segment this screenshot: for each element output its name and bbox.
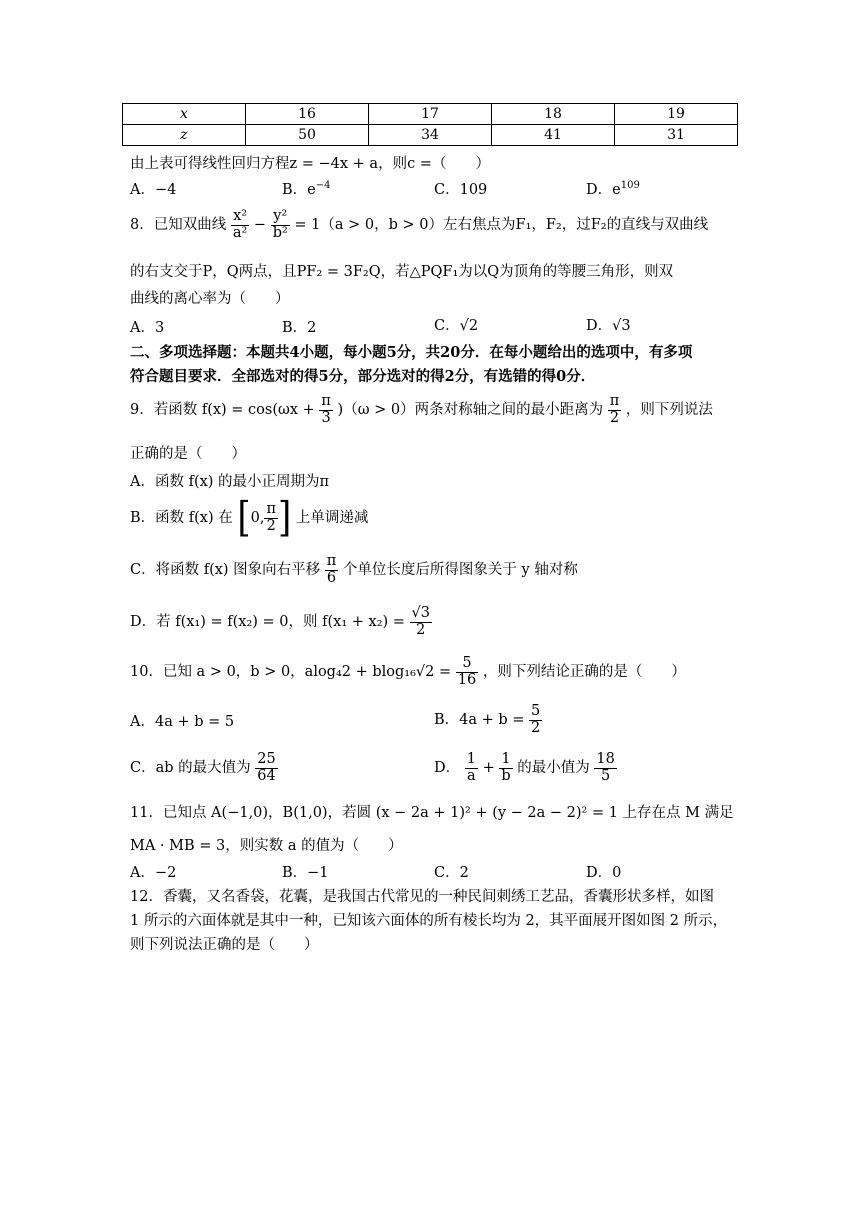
table-cell: 31: [615, 125, 738, 146]
q7-option-c: C．109: [434, 182, 488, 198]
table-cell: 18: [492, 104, 615, 125]
pi-over-2-fraction: [608, 394, 622, 425]
fraction-denominator: 2: [266, 517, 276, 534]
q7-option-d-text: D．e: [586, 182, 621, 198]
q8-option-c: C．√2: [434, 318, 479, 334]
data-table: [122, 103, 738, 146]
q9-line1: [130, 390, 713, 430]
right-bracket: ]: [277, 494, 292, 542]
q10-option-b-prefix: B．4a + b =: [434, 712, 525, 728]
q10-option-a: A．4a + b = 5: [130, 714, 235, 730]
table-cell: 16: [246, 104, 369, 125]
fraction-denominator: 2: [531, 719, 541, 736]
q9-option-b-suffix: 上单调递减: [295, 510, 369, 526]
q9-option-c-suffix: 个单位长度后所得图象关于 y 轴对称: [342, 562, 578, 578]
q7-option-d-sup: 109: [620, 180, 640, 192]
table-cell: 34: [369, 125, 492, 146]
minus-sign: −: [253, 217, 267, 233]
fraction-numerator: π: [326, 553, 337, 570]
q9-option-a: A．函数 f(x) 的最小正周期为π: [130, 474, 330, 490]
q10-option-c: [130, 748, 278, 788]
q11-option-b: B．−1: [282, 865, 329, 881]
pi-over-6-fraction: [325, 554, 339, 585]
fraction-numerator: 1: [499, 752, 512, 768]
q10-option-b: [434, 700, 542, 740]
table-cell: 17: [369, 104, 492, 125]
fraction-numerator: 18: [596, 751, 615, 768]
fraction-denominator: 3: [321, 409, 331, 426]
y2-over-b2-fraction: [271, 209, 290, 240]
fraction-denominator: 16: [457, 671, 477, 688]
fraction-denominator: 5: [600, 767, 611, 784]
table-cell: x: [123, 104, 246, 125]
fraction-numerator: π: [266, 501, 276, 518]
section-heading-line1: 二、多项选择题：本题共4小题，每小题5分，共20分．在每小题给出的选项中，有多项: [130, 344, 693, 361]
fraction-numerator: y²: [271, 209, 290, 225]
fraction-denominator: a: [467, 767, 476, 784]
fraction: [594, 752, 616, 783]
q10-line: [130, 652, 686, 692]
q11-option-a: A．−2: [130, 865, 177, 881]
fraction: [255, 752, 277, 783]
table-row: [123, 104, 738, 125]
q11-option-d: D．0: [586, 865, 622, 881]
q8-suffix: = 1（a > 0，b > 0）左右焦点为F₁，F₂，过F₂的直线与双曲线: [294, 217, 709, 233]
table-cell: 41: [492, 125, 615, 146]
q10-option-d-prefix: D．: [434, 760, 461, 776]
fraction-numerator: x²: [231, 209, 249, 225]
pi-over-3-fraction: [319, 394, 333, 425]
q10-option-c-prefix: C．ab 的最大值为: [130, 760, 251, 776]
q12-line3: 则下列说法正确的是（ ）: [130, 937, 319, 953]
q9-option-d-prefix: D．若 f(x₁) = f(x₂) = 0，则 f(x₁ + x₂) =: [130, 614, 405, 630]
interval-start: 0,: [250, 510, 265, 526]
table-cell: 50: [246, 125, 369, 146]
fraction-numerator: √3: [411, 605, 431, 622]
left-bracket: [: [237, 494, 251, 542]
q9-prefix: 9．若函数 f(x) = cos(ωx +: [130, 402, 315, 418]
q8-option-d: D．√3: [586, 318, 631, 334]
fraction-numerator: 25: [257, 751, 276, 768]
q12-line1: 12．香囊，又名香袋，花囊，是我国古代常见的一种民间刺绣工艺品，香囊形状多样，如图: [130, 889, 714, 905]
one-over-a-fraction: [465, 752, 478, 783]
table-cell: 19: [615, 104, 738, 125]
fraction: [529, 704, 542, 735]
fraction-numerator: 5: [531, 703, 541, 720]
q10-prefix: 10．已知 a > 0，b > 0，alog₄2 + blog₁₆√2 =: [130, 664, 452, 680]
q10-option-d: [434, 748, 617, 788]
fraction-numerator: π: [609, 393, 620, 410]
q7-option-a: A．−4: [130, 182, 177, 198]
five-over-sixteen-fraction: [456, 656, 478, 687]
q7-option-d: [586, 178, 640, 199]
fraction-denominator: b: [501, 767, 511, 784]
fraction-numerator: 1: [466, 751, 476, 768]
pi-over-2-fraction: [264, 502, 278, 533]
q11-line2: MA · MB = 3，则实数 a 的值为（ ）: [130, 838, 403, 854]
table-cell: z: [123, 125, 246, 146]
q9-option-b: [130, 494, 369, 542]
plus-sign: +: [482, 760, 495, 776]
q9-option-b-prefix: B．函数 f(x) 在: [130, 510, 233, 526]
q8-line1: [130, 205, 708, 245]
q9-option-c-prefix: C．将函数 f(x) 图象向右平移: [130, 562, 321, 578]
section-heading-line2: 符合题目要求．全部选对的得5分，部分选对的得2分，有选错的得0分．: [130, 368, 596, 385]
x2-over-a2-fraction: [231, 209, 249, 240]
q11-line1: 11．已知点 A(−1,0)，B(1,0)，若圆 (x − 2a + 1)² + (y − 2a − 2)² = 1 上存在点 M 满足: [130, 805, 734, 821]
q11-option-c: C．2: [434, 865, 469, 881]
fraction-denominator: 2: [609, 409, 620, 426]
q12-line2: 1 所示的六面体就是其中一种，已知该六面体的所有棱长均为 2，其平面展开图如图 2 所示，: [130, 913, 728, 929]
fraction-denominator: b²: [272, 224, 288, 241]
q9-option-d: [130, 602, 432, 642]
q8-prefix: 8．已知双曲线: [130, 217, 227, 233]
q9-suffix: ，则下列说法: [625, 402, 713, 418]
q9-line2: 正确的是（ ）: [130, 446, 246, 462]
q8-line3: 曲线的离心率为（ ）: [130, 291, 290, 307]
q10-option-d-middle: 的最小值为: [517, 760, 590, 776]
q8-option-b: B．2: [282, 320, 317, 336]
fraction-denominator: 6: [326, 569, 337, 586]
one-over-b-fraction: [499, 752, 512, 783]
fraction-numerator: 5: [456, 656, 478, 672]
q9-option-c: [130, 550, 578, 590]
q7-stem: 由上表可得线性回归方程z = −4x + a，则c =（ ）: [130, 156, 490, 172]
fraction-denominator: a²: [232, 224, 248, 241]
q8-line2: 的右支交于P，Q两点，且PF₂ = 3F₂Q，若△PQF₁为以Q为顶角的等腰三角形，则双: [130, 264, 674, 280]
q7-option-b-sup: −4: [315, 180, 331, 192]
fraction-denominator: 64: [257, 767, 276, 784]
q9-middle: )（ω > 0）两条对称轴之间的最小距离为: [337, 402, 604, 418]
fraction-denominator: 2: [416, 621, 426, 638]
q8-option-a: A．3: [130, 320, 165, 336]
q7-option-b-text: B．e: [282, 182, 316, 198]
q7-option-b: [282, 178, 331, 199]
table-row: [123, 125, 738, 146]
sqrt3-over-2-fraction: [410, 606, 432, 637]
fraction-numerator: π: [321, 393, 331, 410]
q10-suffix: ，则下列结论正确的是（ ）: [482, 664, 686, 680]
